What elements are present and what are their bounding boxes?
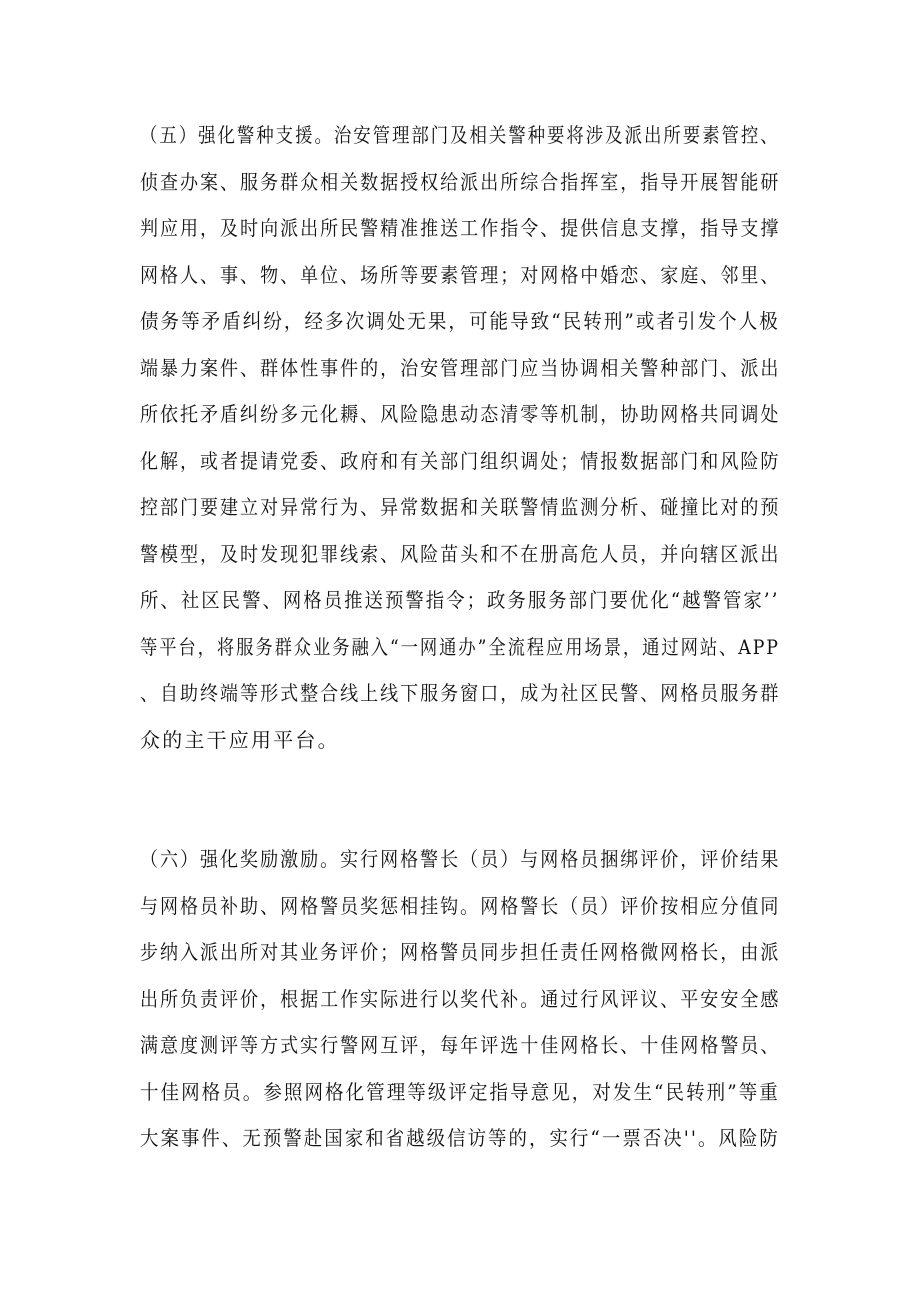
text-line: 债务等矛盾纠纷，经多次调处无果，可能导致“民转刑”或者引发个人极 bbox=[140, 309, 780, 333]
text-line: 侦查办案、服务群众相关数据授权给派出所综合指挥室，指导开展智能研 bbox=[140, 169, 781, 194]
text-line: 所、社区民警、网格员推送预警指令；政务服务部门要优化“越警管家’’ bbox=[140, 588, 780, 612]
text-line: （五）强化警种支援。治安管理部门及相关警种要将涉及派出所要素管控、 bbox=[140, 123, 780, 147]
text-line: 、自助终端等形式整合线上线下服务窗口，成为社区民警、网格员服务群 bbox=[140, 681, 781, 705]
text-line: 所依托矛盾纠纷多元化耨、风险隐患动态清零等机制，协助网格共同调处 bbox=[140, 402, 781, 426]
text-line: 警模型，及时发现犯罪线索、风险苗头和不在册高危人员，并向辖区派出 bbox=[140, 541, 781, 566]
text-line: 等平台，将服务群众业务融入“一网通办”全流程应用场景，通过网站、APP bbox=[140, 634, 780, 659]
text-line: 大案事件、无预警赴国家和省越级信访等的，实行“一票否决''。风险防 bbox=[140, 1126, 780, 1150]
text-line: 十佳网格员。参照网格化管理等级评定指导意见，对发生“民转刑”等重 bbox=[140, 1079, 780, 1104]
text-line: 满意度测评等方式实行警网互评，每年评选十佳网格长、十佳网格警员、 bbox=[140, 1033, 781, 1057]
text-line: 端暴力案件、群体性事件的，治安管理部门应当协调相关警种部门、派出 bbox=[140, 355, 781, 380]
text-line: 网格人、事、物、单位、场所等要素管理；对网格中婚恋、家庭、邻里、 bbox=[140, 262, 781, 287]
text-line: 众的主干应用平台。 bbox=[140, 727, 340, 752]
text-line: 出所负责评价，根据工作实际进行以奖代补。通过行风评议、平安安全感 bbox=[140, 986, 781, 1011]
text-line: 与网格员补助、网格警员奖惩相挂钩。网格警长（员）评价按相应分值同 bbox=[140, 893, 781, 918]
text-line: 判应用，及时向派出所民警精准推送工作指令、提供信息支撑，指导支撑 bbox=[140, 216, 781, 240]
text-line: 步纳入派出所对其业务评价；网格警员同步担任责任网格微网格长，由派 bbox=[140, 940, 781, 964]
paragraph-five bbox=[140, 112, 780, 763]
text-line: 控部门要建立对异常行为、异常数据和关联警情监测分析、碰撞比对的预 bbox=[140, 495, 781, 519]
paragraph-six bbox=[140, 836, 780, 1162]
text-line: 化解，或者提请党委、政府和有关部门组织调处；情报数据部门和风险防 bbox=[140, 448, 781, 473]
text-line: （六）强化奖励激励。实行网格警长（员）与网格员捆绑评价，评价结果 bbox=[140, 847, 781, 871]
